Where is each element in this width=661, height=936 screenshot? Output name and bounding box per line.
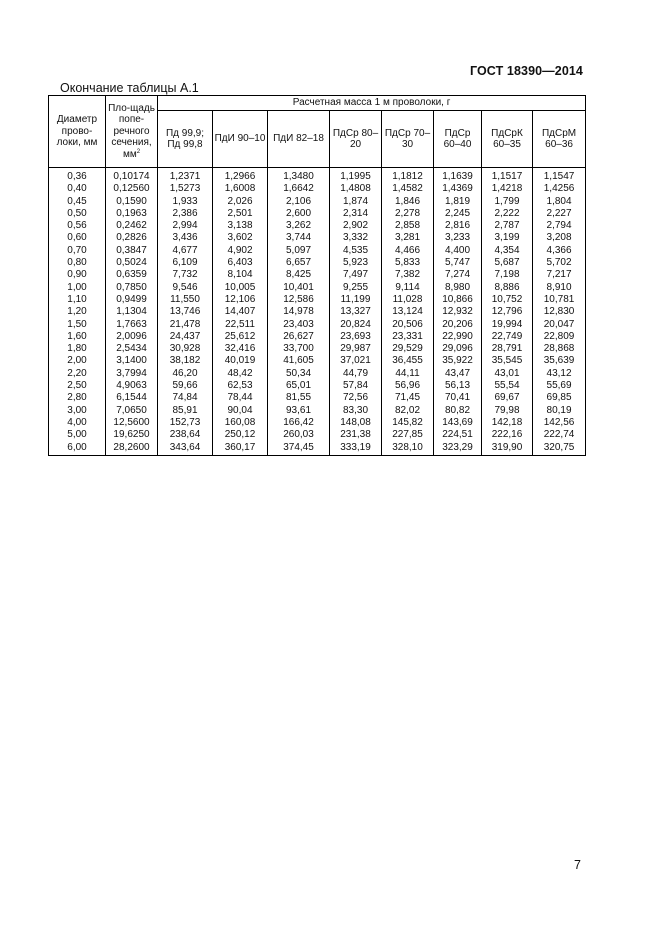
mass-cell: 4,354 xyxy=(482,245,533,257)
diameter-cell: 0,90 xyxy=(49,269,106,281)
mass-cell: 3,281 xyxy=(382,232,434,244)
mass-cell: 7,217 xyxy=(533,269,586,281)
mass-cell: 2,245 xyxy=(434,208,482,220)
mass-cell: 5,747 xyxy=(434,257,482,269)
mass-cell: 13,746 xyxy=(158,306,213,318)
area-cell: 3,7994 xyxy=(106,368,158,380)
document-code: ГОСТ 18390—2014 xyxy=(469,64,583,78)
area-cell: 0,12560 xyxy=(106,183,158,195)
mass-cell: 2,501 xyxy=(213,208,268,220)
mass-cell: 1,6008 xyxy=(213,183,268,195)
mass-cell: 320,75 xyxy=(533,442,586,456)
mass-cell: 8,425 xyxy=(268,269,330,281)
mass-cell: 80,82 xyxy=(434,405,482,417)
mass-cell: 8,104 xyxy=(213,269,268,281)
mass-cell: 26,627 xyxy=(268,331,330,343)
mass-cell: 1,819 xyxy=(434,196,482,208)
mass-cell: 227,85 xyxy=(382,429,434,441)
mass-cell: 7,497 xyxy=(330,269,382,281)
mass-cell: 3,602 xyxy=(213,232,268,244)
mass-cell: 90,04 xyxy=(213,405,268,417)
header-alloy: ПдСрМ 60–36 xyxy=(533,111,586,168)
table-row xyxy=(49,232,586,244)
header-area-superscript: 2 xyxy=(136,148,141,155)
mass-cell: 1,2371 xyxy=(158,168,213,184)
table-row xyxy=(49,183,586,195)
mass-cell: 20,824 xyxy=(330,319,382,331)
header-alloy: ПдСрК 60–35 xyxy=(482,111,533,168)
mass-cell: 56,96 xyxy=(382,380,434,392)
mass-cell: 20,206 xyxy=(434,319,482,331)
area-cell: 6,1544 xyxy=(106,392,158,404)
header-area-text: Пло-щадь попе-речного сечения, мм xyxy=(108,102,155,160)
mass-cell: 28,868 xyxy=(533,343,586,355)
diameter-cell: 1,80 xyxy=(49,343,106,355)
area-cell: 0,6359 xyxy=(106,269,158,281)
mass-cell: 44,11 xyxy=(382,368,434,380)
mass-cell: 85,91 xyxy=(158,405,213,417)
diameter-cell: 0,80 xyxy=(49,257,106,269)
diameter-cell: 0,45 xyxy=(49,196,106,208)
diameter-cell: 0,56 xyxy=(49,220,106,232)
header-alloy: ПдСр 80–20 xyxy=(330,111,382,168)
mass-cell: 71,45 xyxy=(382,392,434,404)
diameter-cell: 2,50 xyxy=(49,380,106,392)
mass-cell: 56,13 xyxy=(434,380,482,392)
area-cell: 12,5600 xyxy=(106,417,158,429)
mass-cell: 8,980 xyxy=(434,282,482,294)
mass-cell: 2,278 xyxy=(382,208,434,220)
area-cell: 0,1963 xyxy=(106,208,158,220)
mass-cell: 4,366 xyxy=(533,245,586,257)
mass-cell: 12,932 xyxy=(434,306,482,318)
mass-cell: 2,794 xyxy=(533,220,586,232)
mass-cell: 55,69 xyxy=(533,380,586,392)
mass-cell: 59,66 xyxy=(158,380,213,392)
area-cell: 0,2462 xyxy=(106,220,158,232)
mass-cell: 1,874 xyxy=(330,196,382,208)
mass-cell: 74,84 xyxy=(158,392,213,404)
table-row xyxy=(49,331,586,343)
mass-cell: 142,18 xyxy=(482,417,533,429)
mass-cell: 6,109 xyxy=(158,257,213,269)
mass-cell: 13,124 xyxy=(382,306,434,318)
diameter-cell: 2,80 xyxy=(49,392,106,404)
mass-cell: 4,902 xyxy=(213,245,268,257)
header-alloy: ПдИ 82–18 xyxy=(268,111,330,168)
mass-cell: 1,4369 xyxy=(434,183,482,195)
mass-cell: 36,455 xyxy=(382,355,434,367)
mass-cell: 222,16 xyxy=(482,429,533,441)
mass-cell: 1,4218 xyxy=(482,183,533,195)
area-cell: 1,1304 xyxy=(106,306,158,318)
area-cell: 19,6250 xyxy=(106,429,158,441)
area-cell: 0,1590 xyxy=(106,196,158,208)
mass-cell: 12,106 xyxy=(213,294,268,306)
mass-cell: 224,51 xyxy=(434,429,482,441)
table-row xyxy=(49,319,586,331)
mass-cell: 8,886 xyxy=(482,282,533,294)
mass-cell: 43,01 xyxy=(482,368,533,380)
header-mass-group: Расчетная масса 1 м проволоки, г xyxy=(158,96,586,111)
header-alloy: ПдСр 70–30 xyxy=(382,111,434,168)
table-row xyxy=(49,196,586,208)
mass-cell: 6,657 xyxy=(268,257,330,269)
header-alloy: ПдИ 90–10 xyxy=(213,111,268,168)
mass-cell: 2,902 xyxy=(330,220,382,232)
mass-cell: 143,69 xyxy=(434,417,482,429)
mass-cell: 1,4808 xyxy=(330,183,382,195)
mass-cell: 32,416 xyxy=(213,343,268,355)
mass-cell: 40,019 xyxy=(213,355,268,367)
table-caption: Окончание таблицы А.1 xyxy=(60,81,199,95)
area-cell: 0,2826 xyxy=(106,232,158,244)
diameter-cell: 1,10 xyxy=(49,294,106,306)
diameter-cell: 1,60 xyxy=(49,331,106,343)
mass-cell: 69,67 xyxy=(482,392,533,404)
mass-cell: 4,677 xyxy=(158,245,213,257)
table-row xyxy=(49,306,586,318)
mass-cell: 93,61 xyxy=(268,405,330,417)
mass-cell: 360,17 xyxy=(213,442,268,456)
diameter-cell: 0,40 xyxy=(49,183,106,195)
mass-cell: 160,08 xyxy=(213,417,268,429)
area-cell: 0,9499 xyxy=(106,294,158,306)
mass-cell: 3,233 xyxy=(434,232,482,244)
mass-cell: 323,29 xyxy=(434,442,482,456)
mass-cell: 79,98 xyxy=(482,405,533,417)
mass-cell: 10,401 xyxy=(268,282,330,294)
mass-cell: 82,02 xyxy=(382,405,434,417)
mass-cell: 5,097 xyxy=(268,245,330,257)
mass-cell: 69,85 xyxy=(533,392,586,404)
mass-cell: 65,01 xyxy=(268,380,330,392)
mass-cell: 2,787 xyxy=(482,220,533,232)
table-row xyxy=(49,417,586,429)
table-row xyxy=(49,220,586,232)
area-cell: 0,7850 xyxy=(106,282,158,294)
mass-cell: 28,791 xyxy=(482,343,533,355)
mass-cell: 29,096 xyxy=(434,343,482,355)
mass-cell: 333,19 xyxy=(330,442,382,456)
mass-cell: 2,026 xyxy=(213,196,268,208)
diameter-cell: 4,00 xyxy=(49,417,106,429)
mass-cell: 1,1547 xyxy=(533,168,586,184)
table-row xyxy=(49,282,586,294)
mass-cell: 41,605 xyxy=(268,355,330,367)
mass-cell: 2,858 xyxy=(382,220,434,232)
mass-cell: 1,4582 xyxy=(382,183,434,195)
mass-cell: 374,45 xyxy=(268,442,330,456)
mass-cell: 22,990 xyxy=(434,331,482,343)
diameter-cell: 1,50 xyxy=(49,319,106,331)
mass-cell: 10,866 xyxy=(434,294,482,306)
mass-cell: 1,804 xyxy=(533,196,586,208)
mass-cell: 22,511 xyxy=(213,319,268,331)
header-cross-section-area xyxy=(106,96,158,168)
area-cell: 0,3847 xyxy=(106,245,158,257)
mass-cell: 4,535 xyxy=(330,245,382,257)
table-row xyxy=(49,380,586,392)
mass-cell: 2,386 xyxy=(158,208,213,220)
mass-cell: 1,933 xyxy=(158,196,213,208)
mass-cell: 1,2966 xyxy=(213,168,268,184)
mass-cell: 72,56 xyxy=(330,392,382,404)
mass-cell: 1,4256 xyxy=(533,183,586,195)
area-cell: 28,2600 xyxy=(106,442,158,456)
mass-cell: 1,3480 xyxy=(268,168,330,184)
mass-cell: 5,923 xyxy=(330,257,382,269)
mass-cell: 48,42 xyxy=(213,368,268,380)
mass-cell: 12,796 xyxy=(482,306,533,318)
mass-cell: 1,1517 xyxy=(482,168,533,184)
mass-cell: 166,42 xyxy=(268,417,330,429)
diameter-cell: 2,20 xyxy=(49,368,106,380)
mass-cell: 231,38 xyxy=(330,429,382,441)
diameter-cell: 3,00 xyxy=(49,405,106,417)
mass-cell: 11,028 xyxy=(382,294,434,306)
mass-cell: 37,021 xyxy=(330,355,382,367)
mass-cell: 43,47 xyxy=(434,368,482,380)
mass-cell: 250,12 xyxy=(213,429,268,441)
diameter-cell: 2,00 xyxy=(49,355,106,367)
mass-cell: 30,928 xyxy=(158,343,213,355)
mass-cell: 2,227 xyxy=(533,208,586,220)
header-alloy: Пд 99,9; Пд 99,8 xyxy=(158,111,213,168)
mass-cell: 328,10 xyxy=(382,442,434,456)
mass-cell: 1,1639 xyxy=(434,168,482,184)
mass-cell: 4,400 xyxy=(434,245,482,257)
mass-cell: 5,702 xyxy=(533,257,586,269)
mass-cell: 62,53 xyxy=(213,380,268,392)
mass-cell: 1,1995 xyxy=(330,168,382,184)
diameter-cell: 0,36 xyxy=(49,168,106,184)
mass-cell: 29,987 xyxy=(330,343,382,355)
mass-cell: 35,922 xyxy=(434,355,482,367)
table-row xyxy=(49,208,586,220)
table-row xyxy=(49,405,586,417)
mass-cell: 3,262 xyxy=(268,220,330,232)
mass-cell: 2,816 xyxy=(434,220,482,232)
area-cell: 3,1400 xyxy=(106,355,158,367)
diameter-cell: 0,70 xyxy=(49,245,106,257)
table-row xyxy=(49,168,586,184)
mass-cell: 25,612 xyxy=(213,331,268,343)
mass-cell: 9,114 xyxy=(382,282,434,294)
mass-cell: 83,30 xyxy=(330,405,382,417)
mass-cell: 3,138 xyxy=(213,220,268,232)
mass-cell: 13,327 xyxy=(330,306,382,318)
mass-cell: 10,781 xyxy=(533,294,586,306)
mass-cell: 21,478 xyxy=(158,319,213,331)
table-row xyxy=(49,429,586,441)
mass-cell: 3,436 xyxy=(158,232,213,244)
table-body xyxy=(49,168,586,456)
mass-cell: 238,64 xyxy=(158,429,213,441)
table-row xyxy=(49,294,586,306)
mass-cell: 22,809 xyxy=(533,331,586,343)
mass-cell: 1,6642 xyxy=(268,183,330,195)
mass-cell: 12,586 xyxy=(268,294,330,306)
mass-cell: 260,03 xyxy=(268,429,330,441)
mass-cell: 7,382 xyxy=(382,269,434,281)
mass-cell: 152,73 xyxy=(158,417,213,429)
diameter-cell: 0,60 xyxy=(49,232,106,244)
mass-cell: 11,550 xyxy=(158,294,213,306)
diameter-cell: 0,50 xyxy=(49,208,106,220)
mass-cell: 23,331 xyxy=(382,331,434,343)
mass-cell: 23,693 xyxy=(330,331,382,343)
area-cell: 1,7663 xyxy=(106,319,158,331)
table-row xyxy=(49,368,586,380)
mass-cell: 222,74 xyxy=(533,429,586,441)
mass-cell: 7,198 xyxy=(482,269,533,281)
area-cell: 2,5434 xyxy=(106,343,158,355)
table-row xyxy=(49,442,586,456)
mass-cell: 20,047 xyxy=(533,319,586,331)
mass-cell: 35,545 xyxy=(482,355,533,367)
mass-cell: 2,600 xyxy=(268,208,330,220)
mass-cell: 55,54 xyxy=(482,380,533,392)
mass-cell: 29,529 xyxy=(382,343,434,355)
area-cell: 4,9063 xyxy=(106,380,158,392)
table-row xyxy=(49,343,586,355)
mass-cell: 3,199 xyxy=(482,232,533,244)
mass-cell: 80,19 xyxy=(533,405,586,417)
mass-cell: 44,79 xyxy=(330,368,382,380)
mass-cell: 1,5273 xyxy=(158,183,213,195)
diameter-cell: 6,00 xyxy=(49,442,106,456)
mass-cell: 3,744 xyxy=(268,232,330,244)
table-row xyxy=(49,257,586,269)
mass-cell: 57,84 xyxy=(330,380,382,392)
mass-cell: 3,208 xyxy=(533,232,586,244)
mass-cell: 35,639 xyxy=(533,355,586,367)
header-diameter: Диаметр прово-локи, мм xyxy=(49,96,106,168)
mass-cell: 46,20 xyxy=(158,368,213,380)
mass-cell: 2,994 xyxy=(158,220,213,232)
mass-cell: 1,799 xyxy=(482,196,533,208)
diameter-cell: 5,00 xyxy=(49,429,106,441)
mass-cell: 10,752 xyxy=(482,294,533,306)
table-row xyxy=(49,355,586,367)
mass-cell: 10,005 xyxy=(213,282,268,294)
mass-cell: 1,1812 xyxy=(382,168,434,184)
mass-cell: 145,82 xyxy=(382,417,434,429)
mass-cell: 142,56 xyxy=(533,417,586,429)
mass-cell: 6,403 xyxy=(213,257,268,269)
mass-cell: 4,466 xyxy=(382,245,434,257)
table-row xyxy=(49,392,586,404)
table-row xyxy=(49,269,586,281)
mass-cell: 2,314 xyxy=(330,208,382,220)
mass-cell: 5,833 xyxy=(382,257,434,269)
mass-cell: 11,199 xyxy=(330,294,382,306)
mass-cell: 2,106 xyxy=(268,196,330,208)
mass-cell: 33,700 xyxy=(268,343,330,355)
mass-cell: 70,41 xyxy=(434,392,482,404)
mass-cell: 22,749 xyxy=(482,331,533,343)
mass-cell: 81,55 xyxy=(268,392,330,404)
mass-cell: 50,34 xyxy=(268,368,330,380)
mass-cell: 3,332 xyxy=(330,232,382,244)
diameter-cell: 1,00 xyxy=(49,282,106,294)
mass-cell: 24,437 xyxy=(158,331,213,343)
area-cell: 2,0096 xyxy=(106,331,158,343)
mass-cell: 38,182 xyxy=(158,355,213,367)
table-row xyxy=(49,245,586,257)
mass-cell: 23,403 xyxy=(268,319,330,331)
mass-cell: 5,687 xyxy=(482,257,533,269)
mass-cell: 1,846 xyxy=(382,196,434,208)
mass-cell: 12,830 xyxy=(533,306,586,318)
mass-cell: 14,978 xyxy=(268,306,330,318)
wire-mass-table xyxy=(48,95,586,456)
area-cell: 0,5024 xyxy=(106,257,158,269)
area-cell: 7,0650 xyxy=(106,405,158,417)
mass-cell: 9,546 xyxy=(158,282,213,294)
mass-cell: 343,64 xyxy=(158,442,213,456)
mass-cell: 7,732 xyxy=(158,269,213,281)
mass-cell: 19,994 xyxy=(482,319,533,331)
area-cell: 0,10174 xyxy=(106,168,158,184)
mass-cell: 20,506 xyxy=(382,319,434,331)
mass-cell: 148,08 xyxy=(330,417,382,429)
mass-cell: 8,910 xyxy=(533,282,586,294)
mass-cell: 2,222 xyxy=(482,208,533,220)
mass-cell: 7,274 xyxy=(434,269,482,281)
mass-cell: 78,44 xyxy=(213,392,268,404)
page-number: 7 xyxy=(574,858,581,872)
mass-cell: 14,407 xyxy=(213,306,268,318)
header-alloy: ПдСр 60–40 xyxy=(434,111,482,168)
mass-cell: 319,90 xyxy=(482,442,533,456)
mass-cell: 9,255 xyxy=(330,282,382,294)
diameter-cell: 1,20 xyxy=(49,306,106,318)
mass-cell: 43,12 xyxy=(533,368,586,380)
